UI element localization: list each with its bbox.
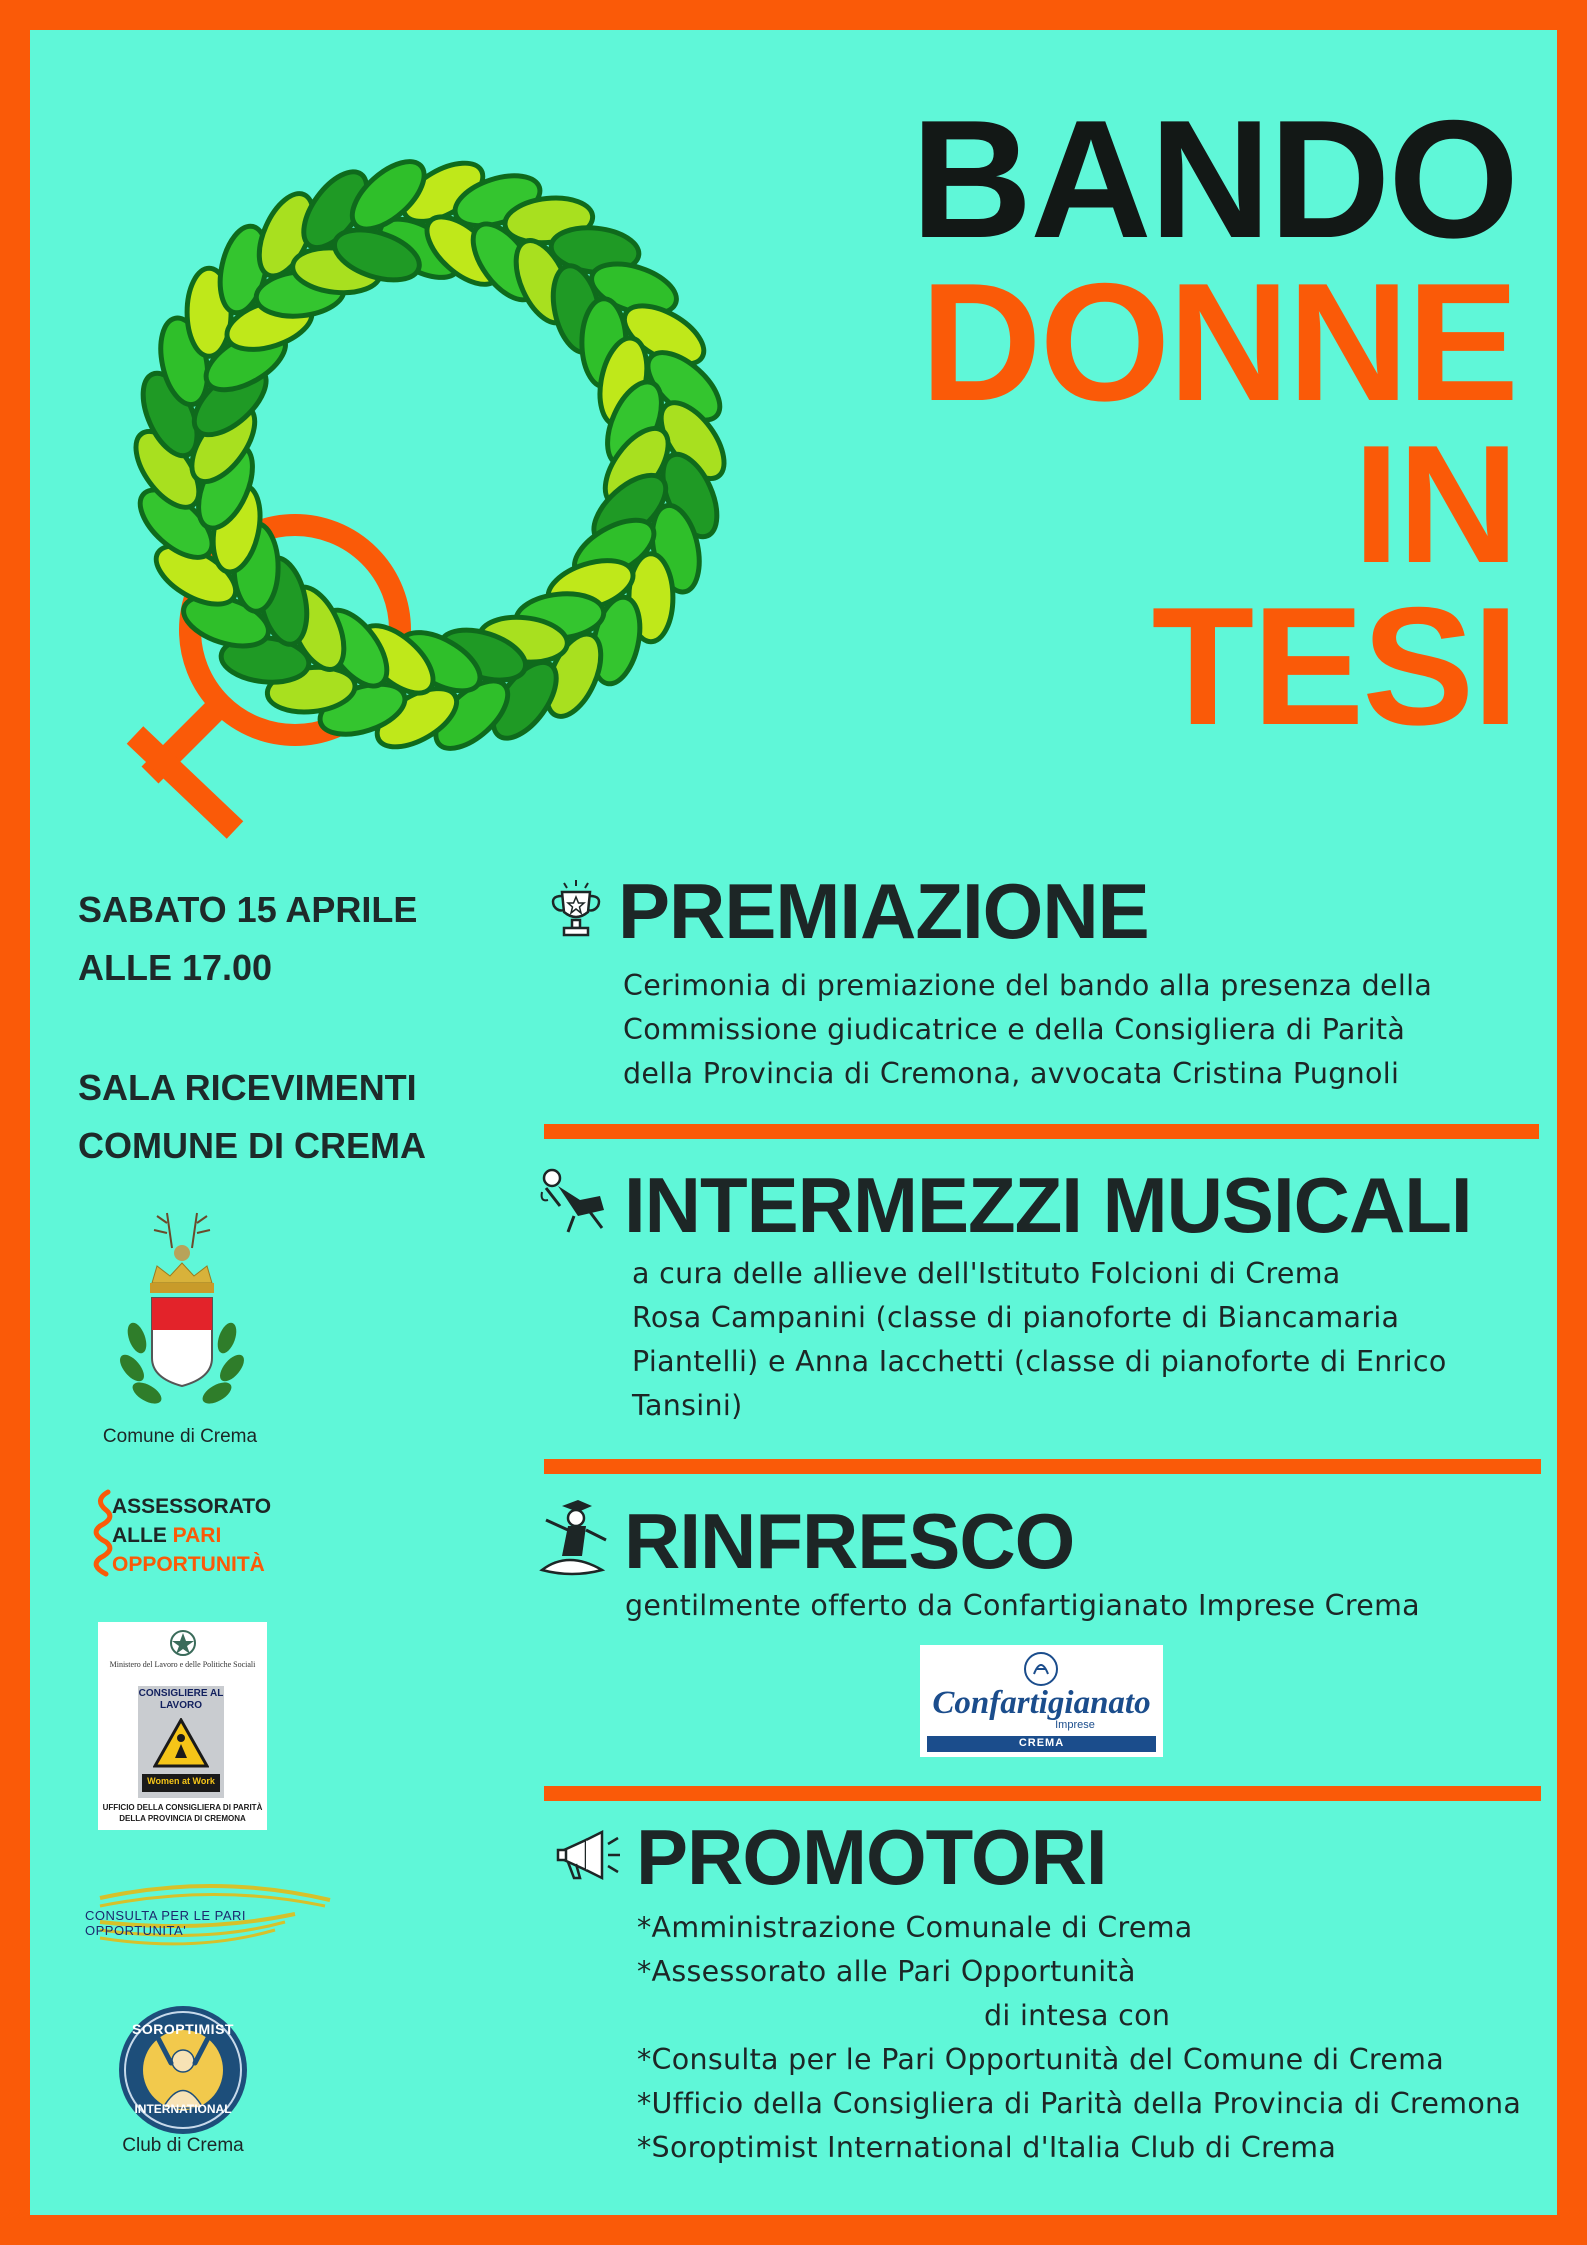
confartigianato-sub: Imprese: [1055, 1719, 1095, 1731]
title-in: IN: [1353, 410, 1517, 598]
assessorato-line2b: PARI: [172, 1524, 222, 1547]
comune-caption: Comune di Crema: [102, 1426, 258, 1447]
promotori-line: *Soroptimist International d'Italia Club di Crema: [637, 2131, 1337, 2164]
confartigianato-logo: [920, 1645, 1163, 1757]
promotori-line: *Assessorato alle Pari Opportunità: [637, 1955, 1136, 1988]
event-venue-line2: COMUNE DI CREMA: [78, 1125, 426, 1166]
intermezzi-body: [632, 1252, 1447, 1428]
promotori-line: *Amministrazione Comunale di Crema: [637, 1911, 1193, 1944]
title-tesi: TESI: [1151, 572, 1517, 760]
warning-sign-icon: [153, 1718, 209, 1768]
soroptimist-caption: Club di Crema: [122, 2135, 244, 2156]
intermezzi-line: Piantelli) e Anna Iacchetti (classe di pianoforte di Enrico: [632, 1345, 1447, 1378]
megaphone-icon: [556, 1826, 624, 1884]
premiazione-line: Commissione giudicatrice e della Consigliera di Parità: [623, 1013, 1406, 1046]
consulta-text: CONSULTA PER LE PARI OPPORTUNITA': [85, 1908, 246, 1938]
promotori-line: *Ufficio della Consigliera di Parità della Provincia di Cremona: [637, 2087, 1522, 2120]
confartigianato-emblem-icon: [1022, 1650, 1060, 1688]
venus-laurel-wreath-icon: [120, 140, 740, 850]
rinfresco-heading: RINFRESCO: [624, 1497, 1075, 1585]
title-donne: DONNE: [920, 248, 1517, 436]
event-venue-line1: SALA RICEVIMENTI: [78, 1067, 417, 1108]
ministry-name: Ministero del Lavoro e delle Politiche Sociali: [109, 1660, 256, 1669]
italian-emblem-icon: [168, 1628, 198, 1658]
assessorato-line1: ASSESSORATO: [112, 1495, 272, 1518]
comune-crema-coat-of-arms: [112, 1208, 252, 1423]
premiazione-heading: PREMIAZIONE: [618, 867, 1149, 955]
rinfresco-body: [625, 1584, 1420, 1628]
title-bando: BANDO: [911, 85, 1517, 273]
graduate-icon: [532, 1498, 612, 1580]
promotori-line: *Consulta per le Pari Opportunità del Comune di Crema: [637, 2043, 1444, 2076]
assessorato-line3: OPPORTUNITÀ: [112, 1553, 265, 1576]
divider: [544, 1786, 1541, 1801]
consulta-logo: [85, 1878, 345, 1958]
consigliere-sign-top: CONSIGLIERE AL LAVORO: [138, 1688, 224, 1711]
promotori-body: [637, 1906, 1521, 2170]
premiazione-line: della Provincia di Cremona, avvocata Cristina Pugnoli: [623, 1057, 1400, 1090]
assessorato-line2a: ALLE: [112, 1524, 173, 1547]
consigliera-office: UFFICIO DELLA CONSIGLIERA DI PARITÀ DELLA PROVINCIA DI CREMONA: [102, 1803, 263, 1823]
event-date: SABATO 15 APRILE: [78, 889, 418, 930]
confartigianato-name: Confartigianato: [932, 1685, 1151, 1721]
dancer-icon: [538, 1166, 610, 1238]
divider: [544, 1459, 1541, 1474]
intermezzi-line: a cura delle allieve dell'Istituto Folcioni di Crema: [632, 1257, 1341, 1290]
intermezzi-line: Tansini): [632, 1389, 743, 1422]
divider: [544, 1124, 1539, 1139]
premiazione-body: [623, 964, 1432, 1096]
intermezzi-heading: INTERMEZZI MUSICALI: [624, 1161, 1472, 1249]
premiazione-line: Cerimonia di premiazione del bando alla presenza della: [623, 969, 1433, 1002]
confartigianato-city: CREMA: [1018, 1737, 1065, 1749]
promotori-heading: PROMOTORI: [636, 1813, 1107, 1901]
assessorato-logo: [92, 1488, 292, 1578]
consigliera-logo: [98, 1622, 267, 1830]
assessorato-squiggle-icon: [92, 1488, 114, 1578]
rinfresco-line: gentilmente offerto da Confartigianato Imprese Crema: [625, 1589, 1420, 1622]
intermezzi-line: Rosa Campanini (classe di pianoforte di Biancamaria: [632, 1301, 1400, 1334]
event-time: ALLE 17.00: [78, 947, 273, 988]
women-at-work-label: Women at Work: [147, 1776, 215, 1786]
soroptimist-bottom-text: INTERNATIONAL: [134, 2102, 232, 2116]
soroptimist-top-text: SOROPTIMIST: [132, 2021, 234, 2037]
trophy-icon: [544, 878, 608, 942]
promotori-line: di intesa con: [984, 1999, 1171, 2032]
